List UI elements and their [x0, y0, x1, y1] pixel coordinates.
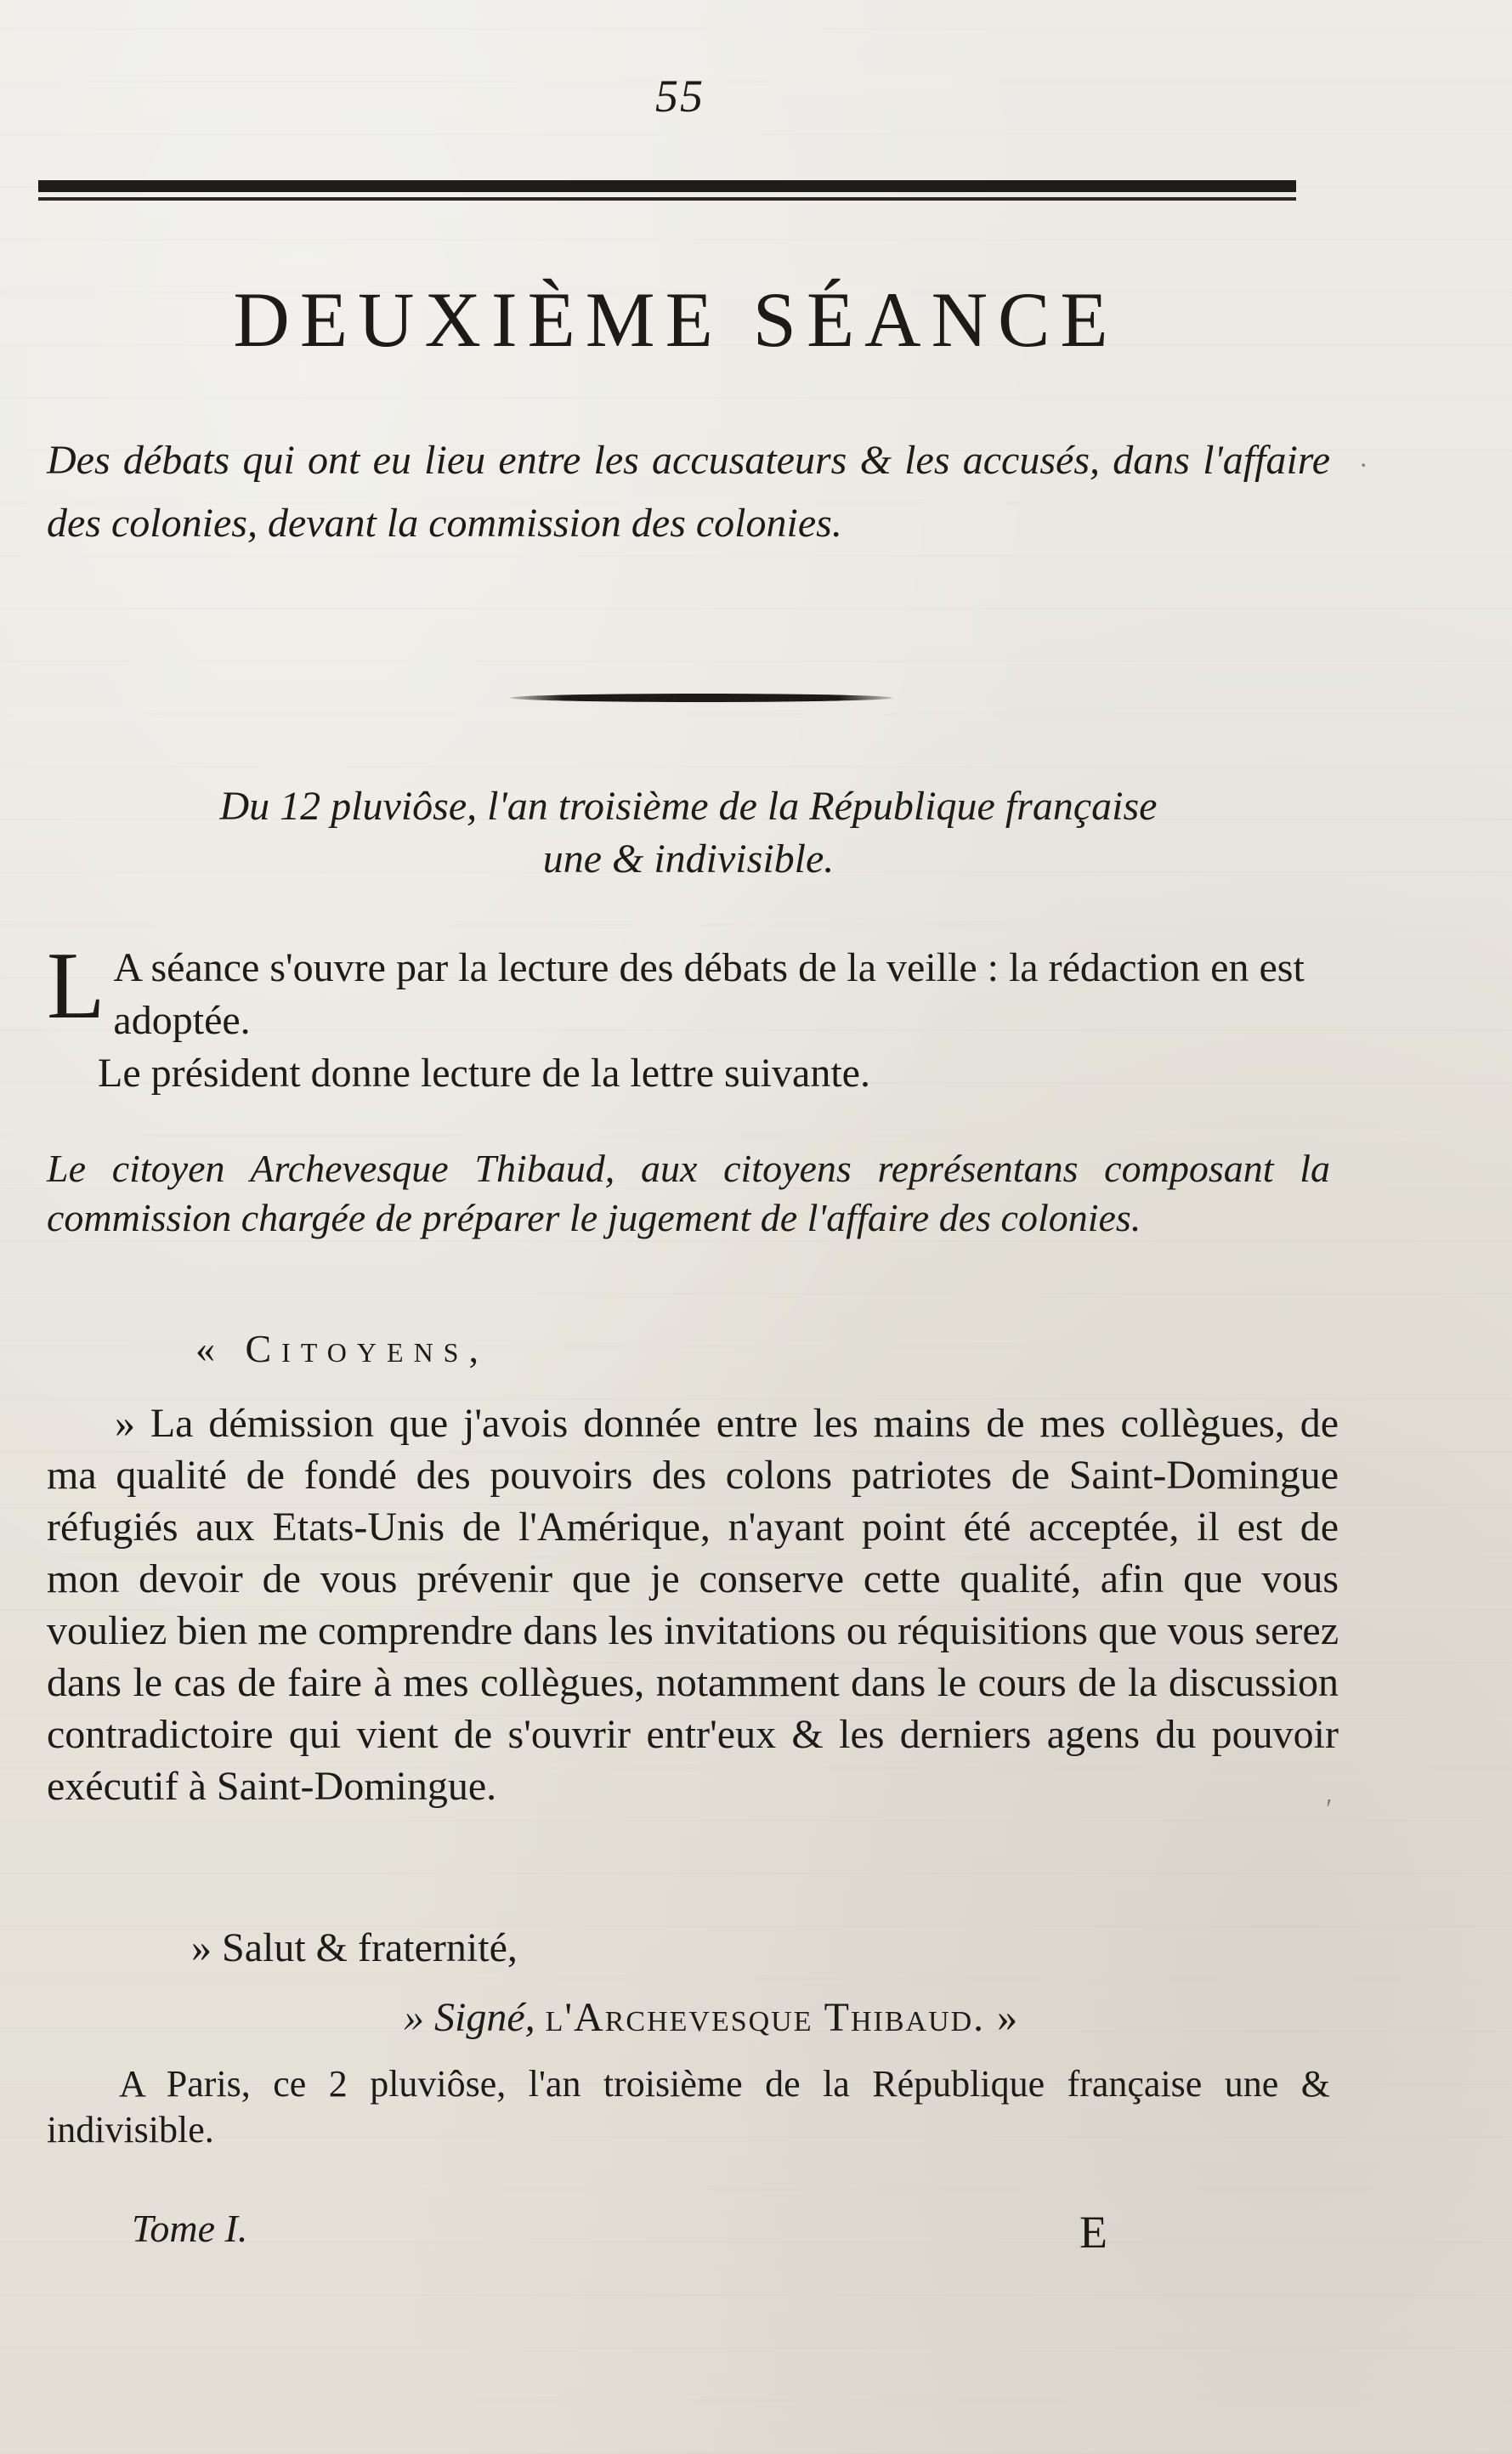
volume-label: Tome I.: [132, 2207, 248, 2250]
letter-body: [47, 1397, 1339, 1812]
letter-paragraph: » La démission que j'avois donnée entre les mains de mes collègues, de ma qualité de fondé des pouvoirs des colons patriotes de Saint-Domingue réfugiés aux Etats-Unis de l'Amérique, n'ayant point été acceptée, il est de mon devoir de vous prévenir que je conserve cette qualité, afin que vous vouliez bien me comprendre dans les invitations ou réquisitions que vous serez dans le cas de faire à mes collègues, notamment dans le cours de la discussion contradictoire qui vient de s'ouvrir entr'eux & les derniers agens du pouvoir exécutif à Saint-Domingue.: [47, 1401, 1339, 1809]
opening-line-2: Le président donne lecture de la lettre suivante.: [98, 1051, 870, 1096]
signature-label: » Signé,: [404, 1995, 535, 2040]
letter-address: Le citoyen Archevesque Thibaud, aux citoyens représentans composant la commission chargée de préparer le jugement de l'affaire des colonies.: [47, 1147, 1330, 1239]
dateline: [47, 780, 1330, 886]
page-number: 55: [655, 71, 705, 122]
place-date-text: A Paris, ce 2 pluviôse, l'an troisième de la République française une & indivisible.: [47, 2063, 1330, 2151]
top-double-rule: [38, 180, 1296, 202]
section-divider: [510, 694, 892, 702]
margin-stain: .: [1360, 442, 1368, 473]
dateline-line-2: une & indivisible.: [542, 836, 835, 881]
dateline-line-1: Du 12 pluviôse, l'an troisième de la République française: [219, 784, 1158, 829]
opening-line-1: A séance s'ouvre par la lecture des débats de la veille : la rédaction en est adoptée.: [113, 945, 1305, 1043]
letter-signature: [404, 1994, 1019, 2041]
section-subtitle: Des débats qui ont eu lieu entre les accusateurs & les accusés, dans l'affaire des colonies, devant la commission des colonies.: [47, 438, 1330, 546]
top-rule-thin: [38, 197, 1296, 201]
signature-name: l'Archevesque Thibaud. »: [545, 1995, 1020, 2040]
place-and-date: [47, 2061, 1330, 2153]
letter-greeting: « Citoyens,: [195, 1327, 489, 1370]
top-rule-thick: [38, 180, 1296, 192]
letter-closing: » Salut & fraternité,: [191, 1925, 518, 1970]
printer-signature-mark: E: [1079, 2207, 1107, 2258]
opening-paragraph: [47, 933, 1330, 1100]
margin-stain: ′: [1326, 1794, 1333, 1825]
section-heading: DEUXIÈME SÉANCE: [233, 276, 1118, 363]
drop-cap: L: [47, 933, 105, 1039]
